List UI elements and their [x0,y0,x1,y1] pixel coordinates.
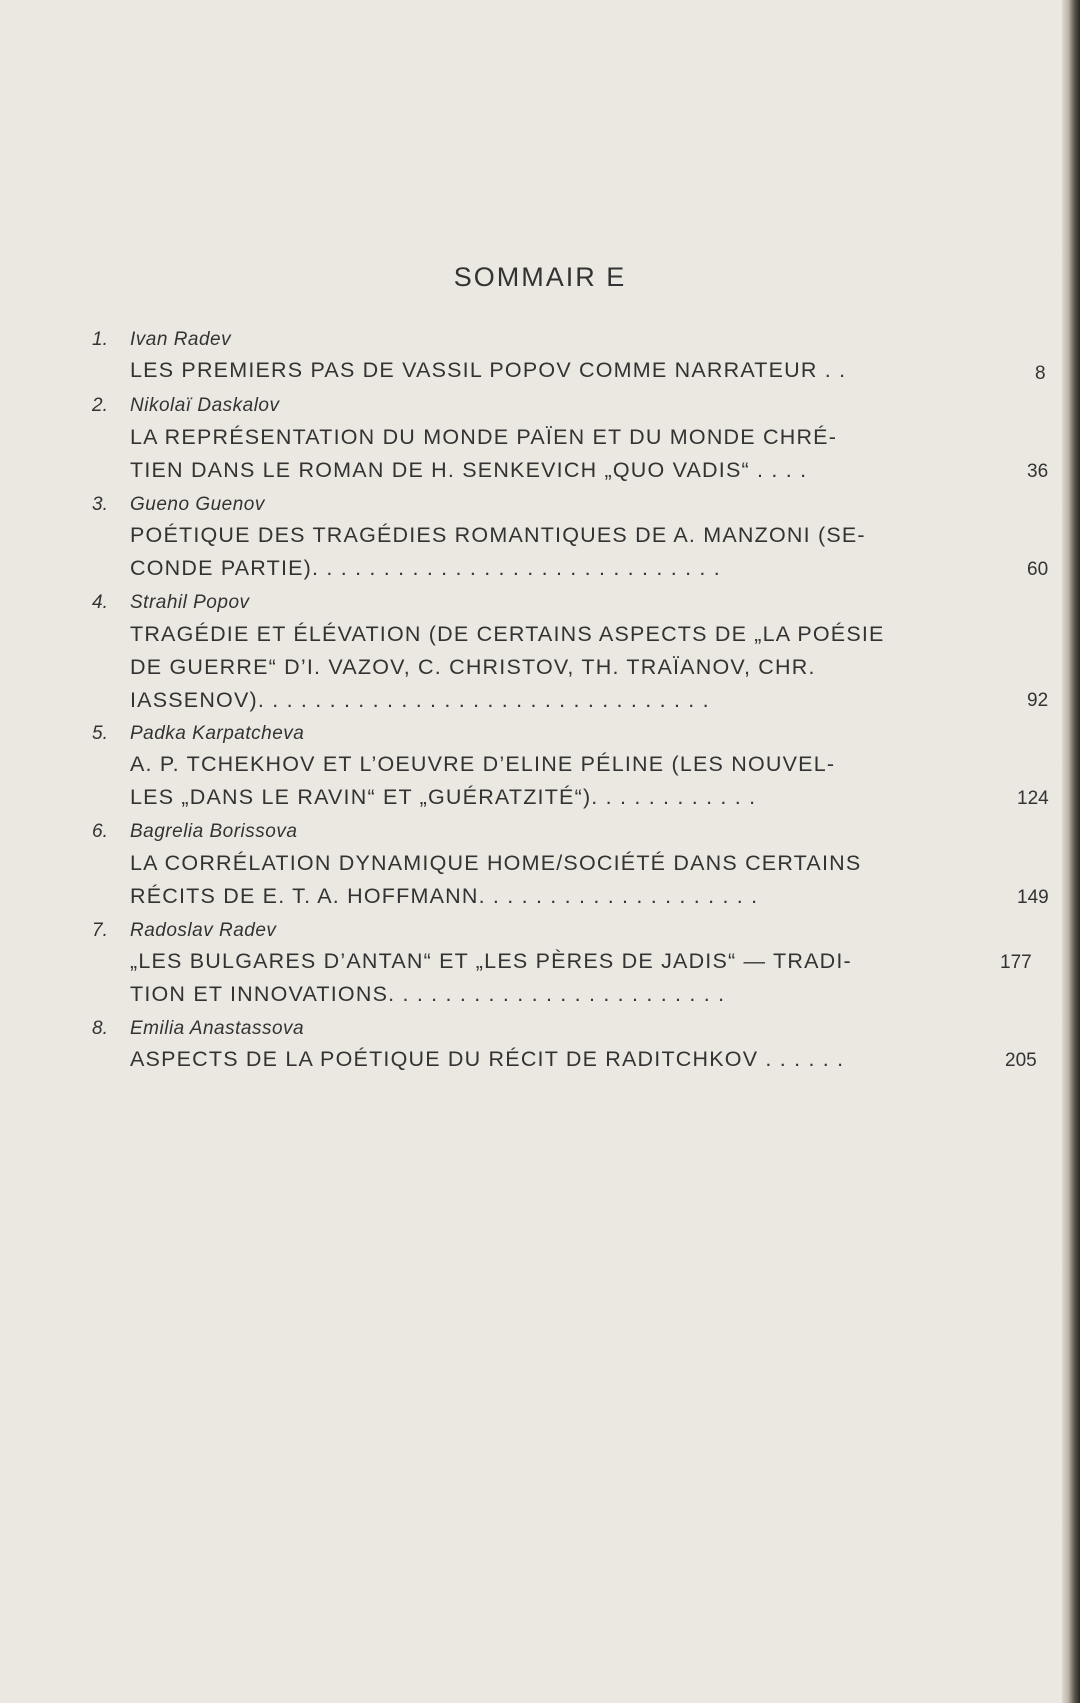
entry-page-number: 60 [1027,559,1049,580]
entry-page-number: 205 [1005,1050,1037,1071]
entry-title-line: IASSENOV). . . . . . . . . . . . . . . . . . . . . . . . . . . . . . . . [130,688,710,712]
entry-title-line: ASPECTS DE LA POÉTIQUE DU RÉCIT DE RADITCHKOV . . . . . . [130,1047,845,1071]
entry-author: Bagrelia Borissova [130,821,298,842]
entry-title-line: LA CORRÉLATION DYNAMIQUE HOME/SOCIÉTÉ DANS CERTAINS [130,851,862,875]
entry-number: 8. [92,1018,108,1039]
entry-number: 2. [92,395,108,416]
entry-title-line: „LES BULGARES D’ANTAN“ ET „LES PÈRES DE JADIS“ — TRADI- [130,949,852,973]
entry-number: 3. [92,494,108,515]
entry-author: Ivan Radev [130,329,232,350]
entry-number: 4. [92,592,108,613]
entry-title-line: LES „DANS LE RAVIN“ ET „GUÉRATZITÉ“). . . . . . . . . . . . [130,785,757,809]
entry-number: 7. [92,920,108,941]
entry-number: 6. [92,821,108,842]
entry-author: Padka Karpatcheva [130,723,305,744]
entry-title-line: RÉCITS DE E. T. A. HOFFMANN. . . . . . . . . . . . . . . . . . . . [130,884,759,908]
entry-title-line: DE GUERRE“ D’I. VAZOV, C. CHRISTOV, TH. TRAÏANOV, CHR. [130,655,816,679]
entry-title-line: CONDE PARTIE). . . . . . . . . . . . . . . . . . . . . . . . . . . . . [130,556,721,580]
entry-number: 5. [92,723,108,744]
entry-page-number: 124 [1017,788,1049,809]
entry-author: Emilia Anastassova [130,1018,305,1039]
entry-title-line: TRAGÉDIE ET ÉLÉVATION (DE CERTAINS ASPECTS DE „LA POÉSIE [130,622,885,646]
page-title: SOMMAIR E [453,262,627,292]
entry-title-line: POÉTIQUE DES TRAGÉDIES ROMANTIQUES DE A. MANZONI (SE- [130,523,866,547]
entry-page-number: 92 [1027,690,1049,711]
entry-author: Radoslav Radev [130,920,277,941]
entry-page-number: 8 [1035,363,1046,384]
entry-title-line: LA REPRÉSENTATION DU MONDE PAÏEN ET DU MONDE CHRÉ- [130,425,838,449]
entry-number: 1. [92,329,108,350]
entry-author: Gueno Guenov [130,494,265,515]
entry-title-line: LES PREMIERS PAS DE VASSIL POPOV COMME NARRATEUR . . [130,358,847,382]
entry-page-number: 149 [1017,887,1049,908]
entry-author: Nikolaï Daskalov [130,395,280,416]
entry-title-line: TIEN DANS LE ROMAN DE H. SENKEVICH „QUO VADIS“ . . . . [130,458,808,482]
entry-author: Strahil Popov [130,592,250,613]
entry-title-line: TION ET INNOVATIONS. . . . . . . . . . . . . . . . . . . . . . . . [130,982,726,1006]
entry-title-line: A. P. TCHEKHOV ET L’OEUVRE D’ELINE PÉLINE (LES NOUVEL- [130,752,836,776]
entry-page-number: 177 [1000,952,1032,973]
entry-page-number: 36 [1027,461,1049,482]
page-edge-shadow [1062,0,1080,1703]
